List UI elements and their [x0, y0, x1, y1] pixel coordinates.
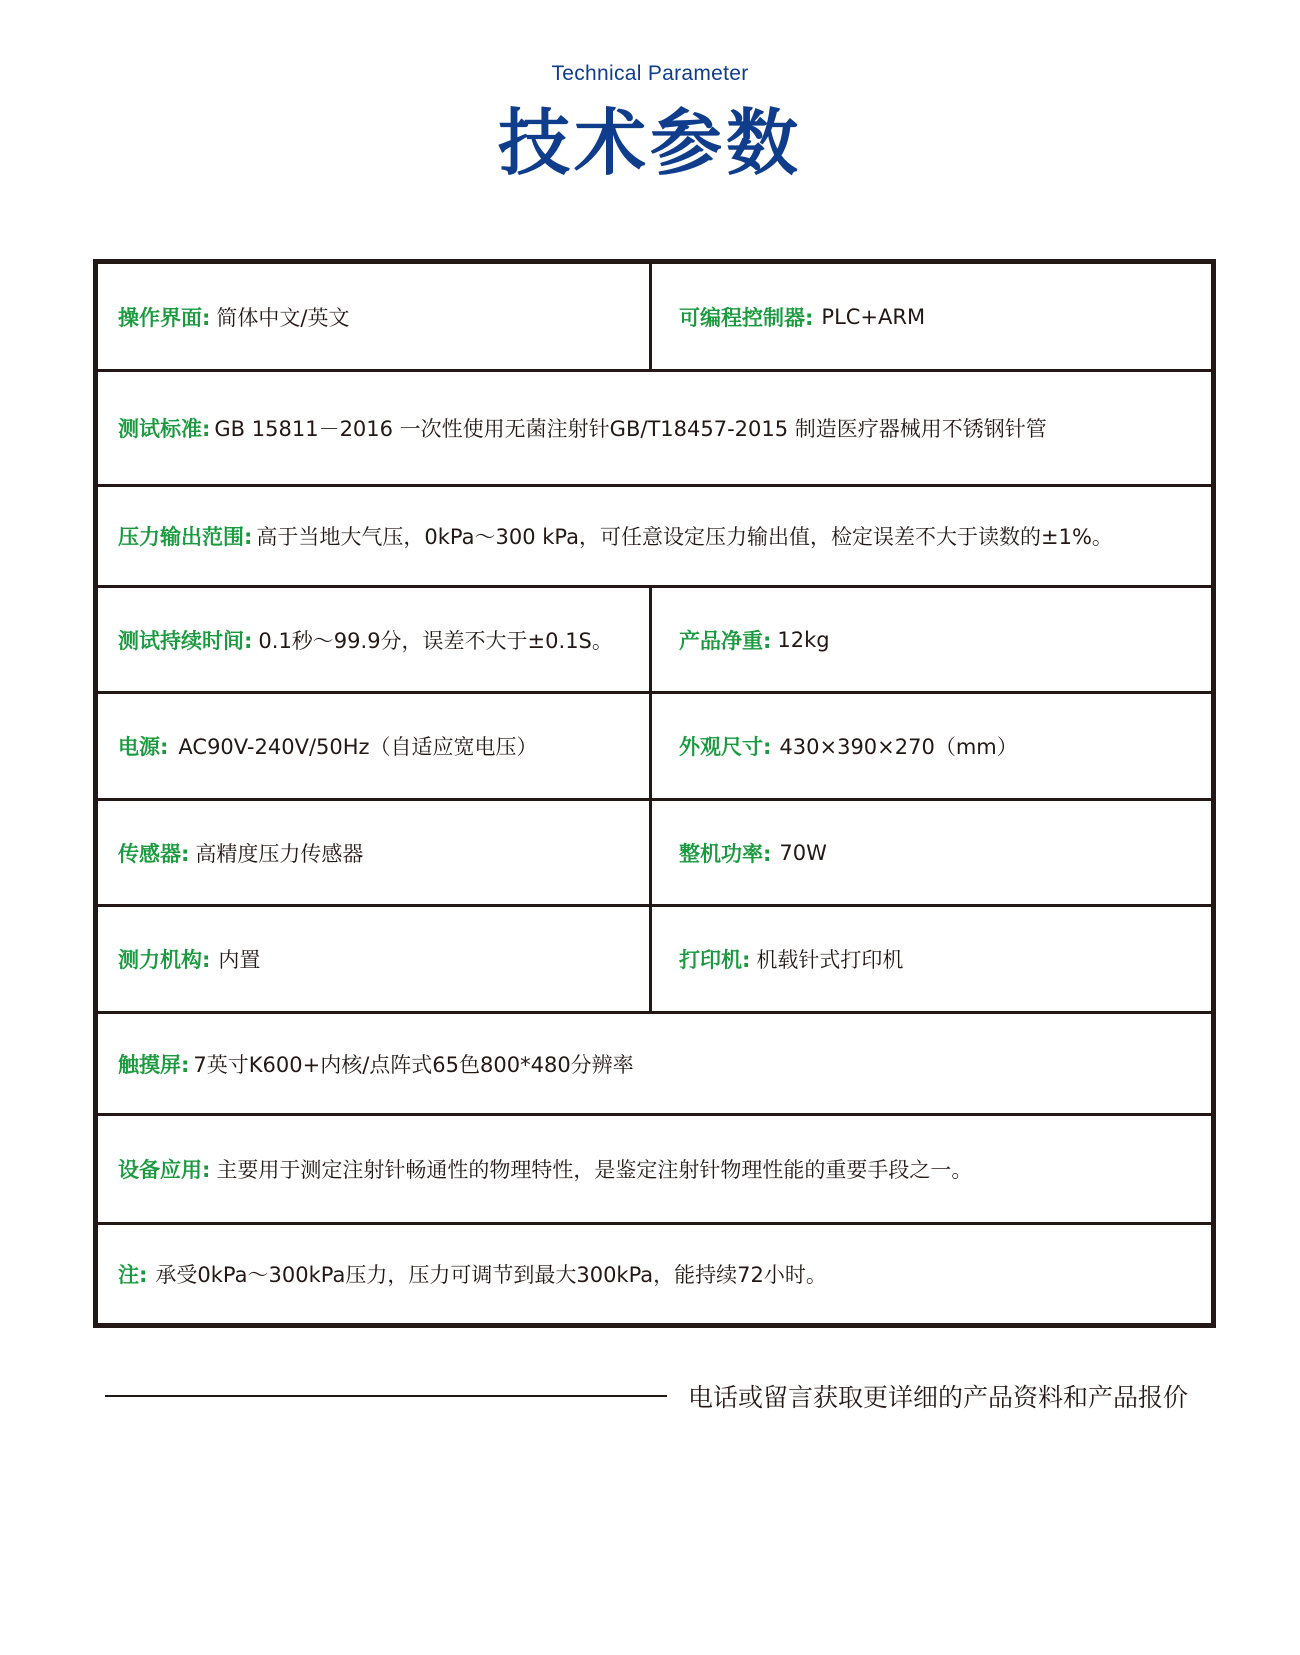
spec-value: 7英寸K600+内核/点阵式65色800*480分辨率: [193, 1052, 634, 1077]
spec-cell-power: [652, 801, 1211, 904]
spec-cell-plc: [652, 264, 1211, 369]
spec-cell-pressure-range: [98, 487, 1211, 585]
spec-label: 设备应用:: [118, 1158, 211, 1182]
spec-cell-dimensions: [652, 694, 1211, 798]
spec-cell-net-weight: [652, 588, 1211, 691]
spec-cell-operating-interface: [98, 264, 652, 369]
spec-label: 打印机:: [679, 948, 751, 972]
table-row: [98, 588, 1211, 694]
spec-label: 操作界面:: [118, 305, 211, 330]
spec-label: 电源:: [118, 735, 169, 759]
spec-value: 70W: [779, 840, 827, 865]
spec-label: 测力机构:: [118, 948, 211, 972]
table-row: [98, 1014, 1211, 1116]
spec-cell-power-supply: [98, 694, 652, 798]
spec-label: 注:: [118, 1263, 148, 1287]
spec-value: 高精度压力传感器: [195, 841, 364, 866]
table-row: [98, 1116, 1211, 1225]
spec-label: 传感器:: [118, 841, 190, 866]
table-row: [98, 694, 1211, 801]
spec-cell-test-standard: [98, 372, 1211, 484]
page-title: 技术参数: [497, 101, 802, 185]
spec-cell-touchscreen: [98, 1014, 1211, 1113]
spec-value: 主要用于测定注射针畅通性的物理特性，是鉴定注射针物理性能的重要手段之一。: [216, 1158, 973, 1182]
spec-label: 整机功率:: [679, 841, 772, 866]
footer-divider: [105, 1395, 667, 1397]
table-row: [98, 1225, 1211, 1323]
spec-label: 触摸屏:: [118, 1052, 190, 1077]
table-row: [98, 907, 1211, 1014]
spec-value: GB 15811－2016 一次性使用无菌注射针GB/T18457-2015 制造医疗器械用不锈钢针管: [214, 417, 1047, 441]
table-row: [98, 372, 1211, 487]
spec-label: 测试持续时间:: [118, 628, 253, 653]
spec-cell-application: [98, 1116, 1211, 1222]
spec-label: 外观尺寸:: [679, 735, 772, 759]
footer-contact-text: 电话或留言获取更详细的产品资料和产品报价: [688, 1383, 1189, 1412]
spec-value: 机载针式打印机: [756, 948, 904, 972]
spec-value: 简体中文/英文: [216, 305, 350, 330]
table-row: [98, 264, 1211, 372]
spec-label: 可编程控制器:: [679, 305, 814, 330]
spec-value: 0.1秒～99.9分，误差不大于±0.1S。: [258, 628, 613, 653]
spec-label: 压力输出范围:: [118, 525, 253, 549]
table-row: [98, 487, 1211, 588]
spec-cell-sensor: [98, 801, 652, 904]
spec-value: 高于当地大气压，0kPa～300 kPa，可任意设定压力输出值，检定误差不大于读数的±1%。: [256, 525, 1113, 549]
spec-cell-note: [98, 1225, 1211, 1323]
spec-table: [93, 259, 1216, 1328]
spec-label: 产品净重:: [679, 628, 772, 653]
spec-value: 430×390×270（mm）: [779, 735, 1018, 759]
spec-cell-force-mechanism: [98, 907, 652, 1011]
spec-cell-printer: [652, 907, 1211, 1011]
spec-label: 测试标准:: [118, 417, 211, 441]
page-subtitle: Technical Parameter: [551, 62, 749, 85]
spec-value: PLC+ARM: [821, 304, 926, 329]
spec-value: AC90V-240V/50Hz（自适应宽电压）: [178, 735, 538, 759]
spec-value: 承受0kPa～300kPa压力，压力可调节到最大300kPa，能持续72小时。: [155, 1263, 827, 1287]
spec-value: 内置: [218, 948, 261, 972]
table-row: [98, 801, 1211, 907]
spec-value: 12kg: [777, 627, 830, 652]
spec-cell-test-duration: [98, 588, 652, 691]
